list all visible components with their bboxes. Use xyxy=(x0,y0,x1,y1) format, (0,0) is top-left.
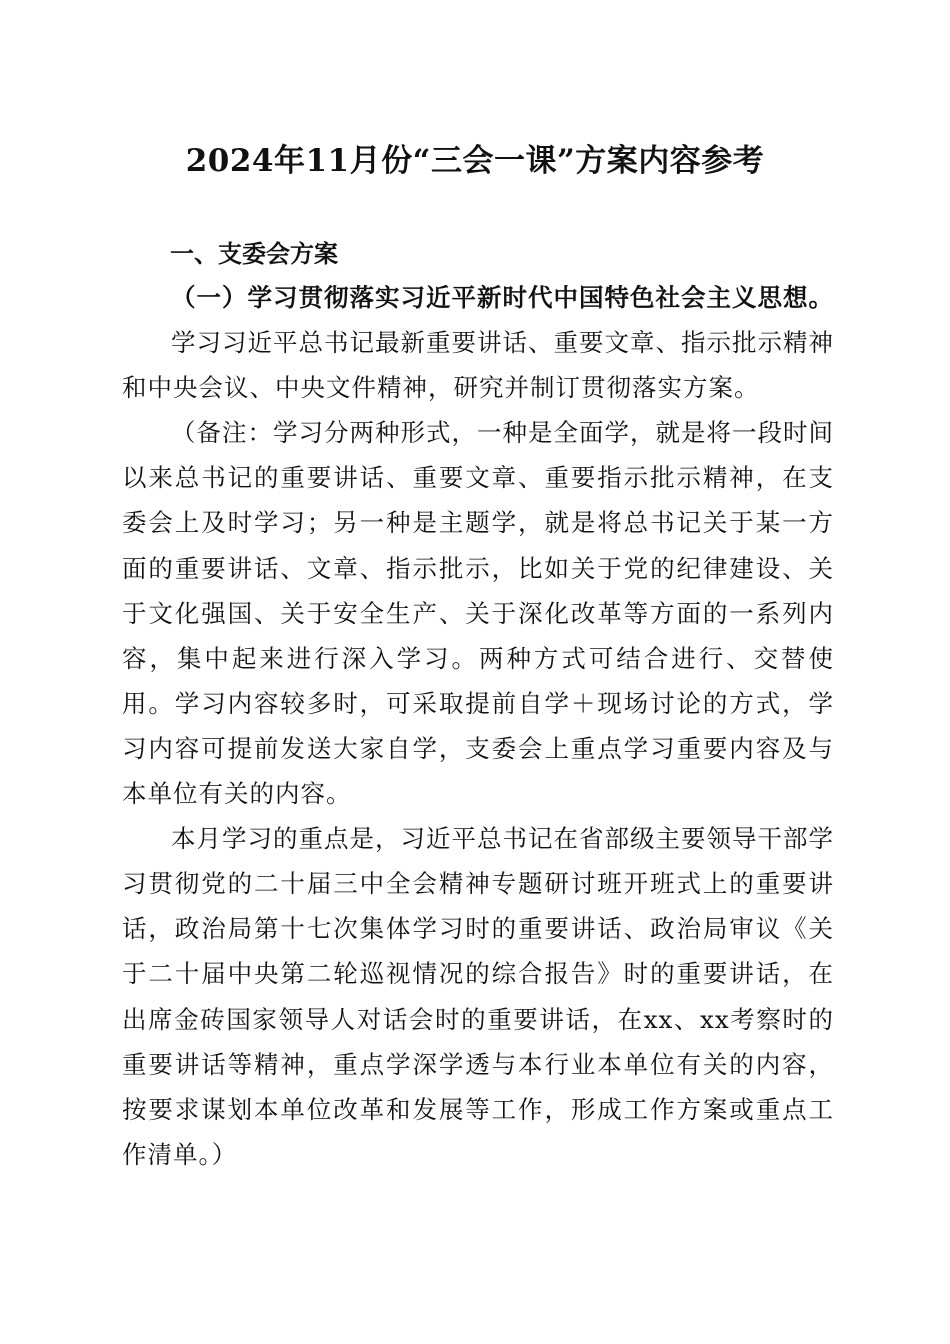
section-heading: 一、支委会方案 xyxy=(170,240,338,268)
paragraph-remarks: （备注：学习分两种形式，一种是全面学，就是将一段时间以来总书记的重要讲话、重要文章、重要指示批示精神，在支委会上及时学习；另一种是主题学，就是将总书记关于某一方面的重要讲话、文章、指示批示，比如关于党的纪律建设、关于文化强国、关于安全生产、关于深化改革等方面的一系列内容，集中起来进行深入学习。两种方式可结合进行、交替使用。学习内容较多时，可采取提前自学＋现场讨论的方式，学习内容可提前发送大家自学，支委会上重点学习重要内容及与本单位有关的内容。 xyxy=(122,418,834,809)
document-body xyxy=(122,275,834,1177)
subheading: （一）学习贯彻落实习近平新时代中国特色社会主义思想。 xyxy=(171,283,834,312)
document-title: 2024年11月份“三会一课”方案内容参考 xyxy=(185,143,765,179)
paragraph-study-content: 学习习近平总书记最新重要讲话、重要文章、指示批示精神和中央会议、中央文件精神，研究并制订贯彻落实方案。 xyxy=(122,328,834,403)
paragraph-monthly-focus: 本月学习的重点是，习近平总书记在省部级主要领导干部学习贯彻党的二十届三中全会精神专题研讨班开班式上的重要讲话，政治局第十七次集体学习时的重要讲话、政治局审议《关于二十届中央第二轮巡视情况的综合报告》时的重要讲话，在出席金砖国家领导人对话会时的重要讲话，在xx、xx考察时的重要讲话等精神，重点学深学透与本行业本单位有关的内容，按要求谋划本单位改革和发展等工作，形成工作方案或重点工作清单。） xyxy=(122,824,834,1169)
